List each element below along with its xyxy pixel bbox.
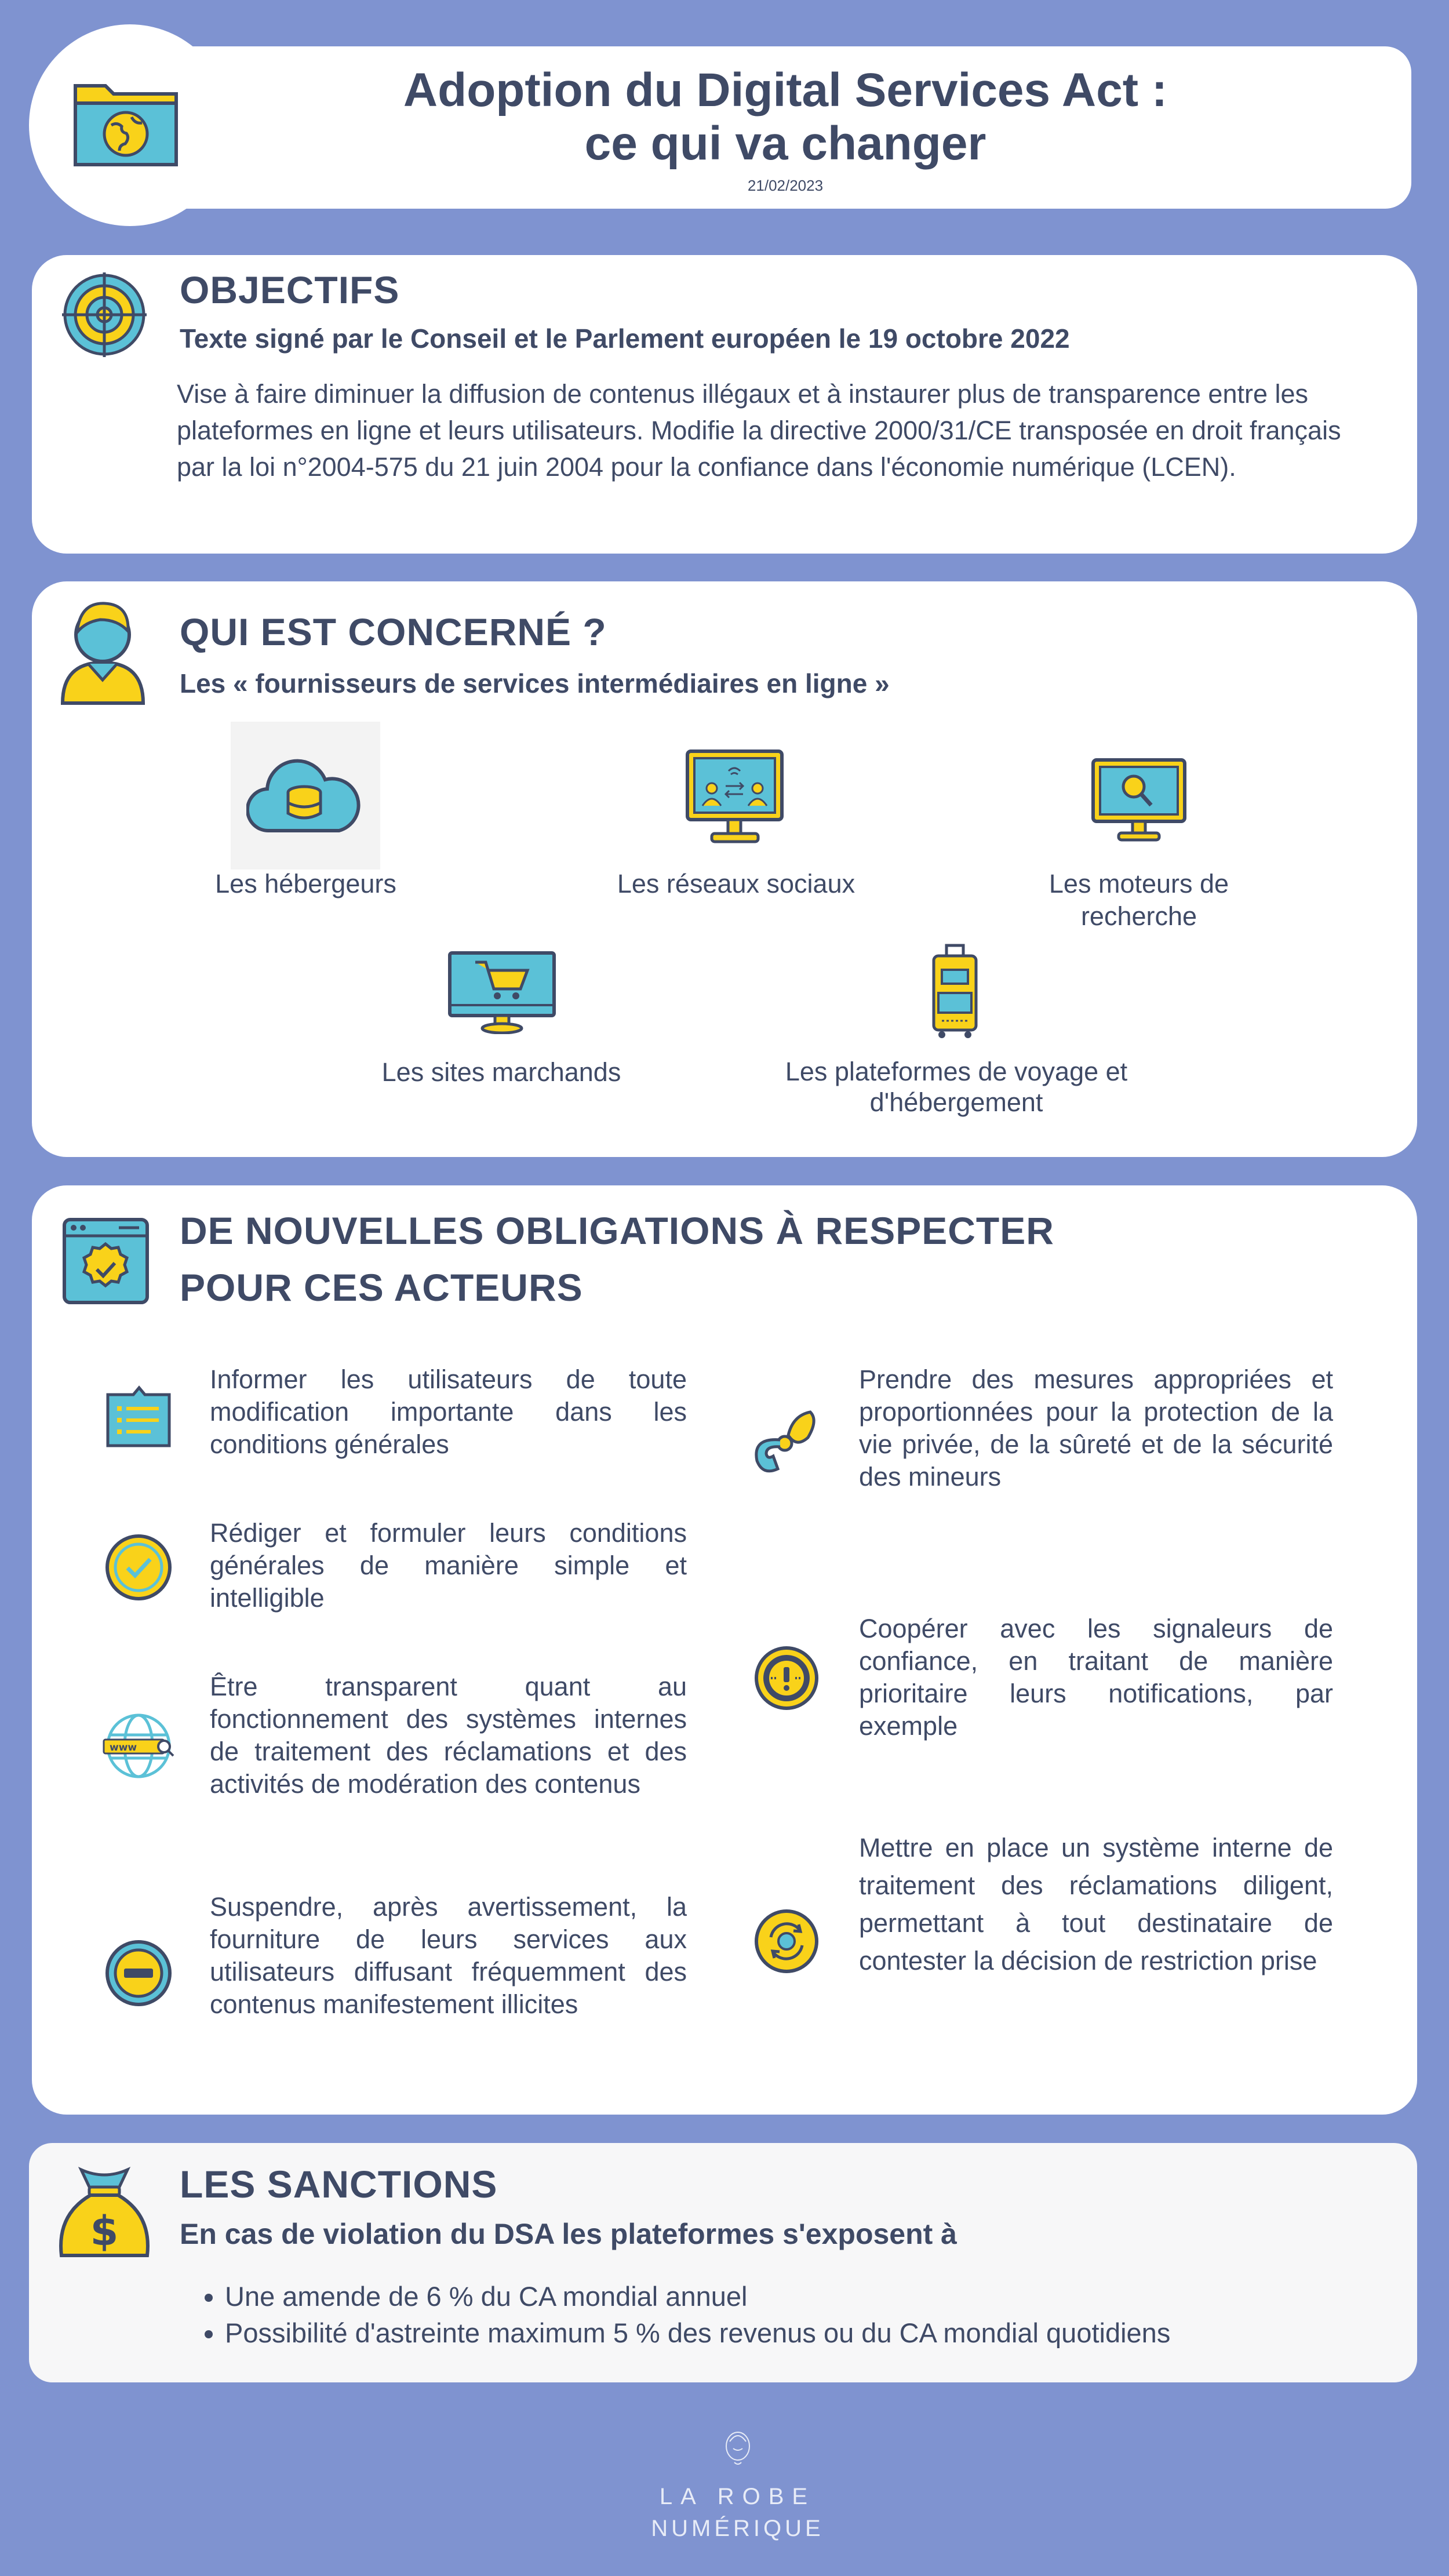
footer-brand-line1: LA ROBE [659, 2484, 816, 2509]
sanctions-subtitle: En cas de violation du DSA les plateformes s'exposent à [180, 2218, 957, 2250]
objectifs-body: Vise à faire diminuer la diffusion de contenus illégaux et à instaurer plus de transparence entre les plateformes en ligne et leurs utilisateurs. Modifie la directive 2000/31/CE transposée en droit français par la loi n°2004-575 du 21 juin 2004 pour la confiance dans l'économie numérique (LCEN). [177, 379, 1341, 482]
alert-circle-icon [753, 1645, 820, 1712]
page-date: 21/02/2023 [747, 177, 824, 194]
social-network-monitor-icon [684, 748, 785, 846]
footer-brand-line2: NUMÉRIQUE [651, 2516, 824, 2541]
check-circle-icon [104, 1533, 173, 1602]
document-icon [104, 1384, 173, 1449]
sanctions-bullet-2: • Possibilité d'astreinte maximum 5 % des revenus ou du CA mondial quotidiens [225, 2315, 1397, 2351]
qui-item-moteurs-recherche: Les moteurs de recherche [1048, 869, 1229, 931]
qui-item-plateformes-voyage: Les plateformes de voyage et d'hébergement [785, 1057, 1128, 1117]
person-icon [58, 599, 148, 706]
obligations-title-line1: DE NOUVELLES OBLIGATIONS À RESPECTER [180, 1209, 1054, 1252]
obligation-right-2: Coopérer avec les signaleurs de confiance, en traitant de manière prioritaire leurs notifications, par exemple [859, 1614, 1333, 1741]
obligation-right-1: Prendre des mesures appropriées et proportionnées pour la protection de la vie privée, de la sûreté et de la sécurité des mineurs [859, 1365, 1333, 1491]
qui-subtitle: Les « fournisseurs de services intermédiaires en ligne » [180, 668, 890, 698]
svg-text:www: www [110, 1742, 137, 1753]
obligation-right-3: Mettre en place un système interne de traitement des réclamations diligent, permettant à tout destinataire de contester la décision de restriction prise [859, 1833, 1333, 1975]
obligations-title-line2: POUR CES ACTEURS [180, 1266, 583, 1309]
cloud-database-icon [246, 756, 362, 835]
shopping-cart-monitor-icon [446, 949, 558, 1034]
process-circle-icon [753, 1908, 820, 1975]
sanctions-list [180, 2278, 1397, 2351]
certificate-browser-icon [61, 1216, 151, 1306]
qui-title: QUI EST CONCERNÉ ? [180, 610, 607, 653]
www-globe-icon [101, 1712, 176, 1780]
sanctions-title: LES SANCTIONS [180, 2163, 498, 2206]
objectifs-title: OBJECTIFS [180, 268, 400, 311]
qui-item-hebergeurs: Les hébergeurs [215, 869, 396, 898]
svg-text:$: $ [90, 2207, 119, 2255]
folder-globe-icon [71, 80, 181, 170]
pacifier-icon [752, 1407, 821, 1476]
qui-item-reseaux-sociaux: Les réseaux sociaux [617, 869, 855, 898]
minus-circle-icon [104, 1939, 173, 2007]
page-title-line2: ce qui va changer [584, 117, 986, 170]
obligation-left-1: Informer les utilisateurs de toute modification importante dans les conditions générales [210, 1365, 687, 1459]
obligation-left-3: Être transparent quant au fonctionnement des systèmes internes de traitement des réclamations et des activités de modération des contenus [210, 1672, 687, 1799]
objectifs-subtitle: Texte signé par le Conseil et le Parlement européen le 19 octobre 2022 [180, 323, 1070, 354]
money-bag-icon [58, 2164, 151, 2260]
target-icon [61, 271, 148, 358]
page-title-line1: Adoption du Digital Services Act : [403, 64, 1168, 117]
logo-face-icon [722, 2429, 754, 2467]
qui-item-sites-marchands: Les sites marchands [381, 1057, 621, 1087]
suitcase-icon [930, 942, 980, 1040]
obligation-left-2: Rédiger et formuler leurs conditions générales de manière simple et intelligible [210, 1518, 687, 1613]
obligation-left-4: Suspendre, après avertissement, la fourniture de leurs services aux utilisateurs diffusant fréquemment des contenus manifestement illicites [210, 1892, 687, 2019]
search-monitor-icon [1090, 756, 1188, 842]
sanctions-bullet-1: • Une amende de 6 % du CA mondial annuel [225, 2278, 1397, 2315]
